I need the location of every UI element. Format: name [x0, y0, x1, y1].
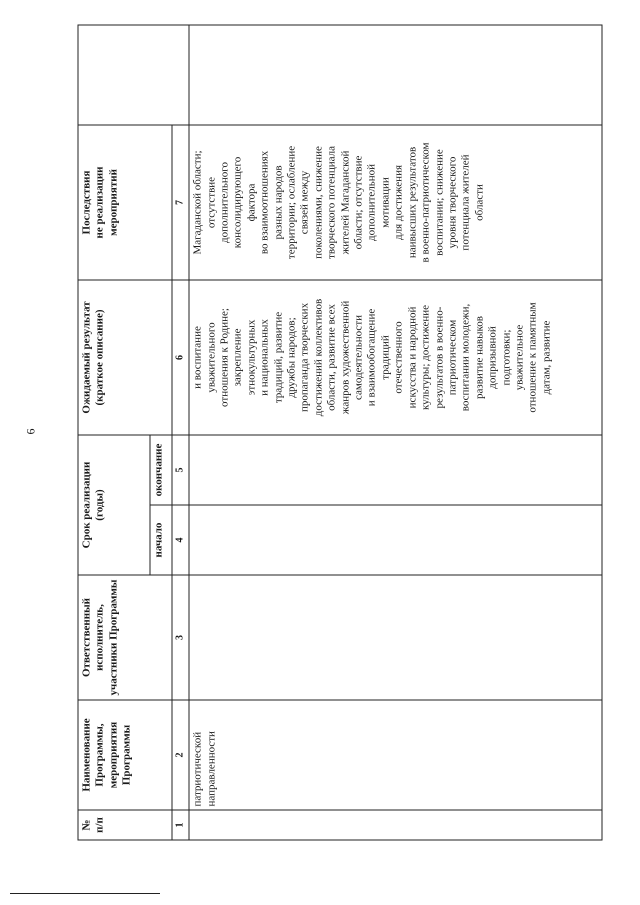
column-number: 1 [172, 810, 189, 840]
row-name: патриотической направленности [189, 700, 602, 810]
column-number: 4 [172, 505, 189, 575]
row-num [189, 810, 602, 840]
header-period-end: окончание [150, 435, 172, 505]
header-name: Наименование Программы, мероприятия Программы [78, 700, 172, 810]
row-responsible [189, 575, 602, 700]
header-period-start: начало [150, 505, 172, 575]
header-responsible: Ответственный исполнитель, участники Программы [78, 575, 172, 700]
header-result: Ожидаемый результат (краткое описание) [78, 280, 172, 435]
header-num: № п/п [78, 810, 172, 840]
column-number: 6 [172, 280, 189, 435]
row-end [189, 435, 602, 505]
header-consequences: Последствия не реализации мероприятий [78, 125, 172, 280]
column-number: 7 [172, 125, 189, 280]
rotated-table-wrapper [78, 26, 603, 841]
row-result: и воспитание уважительного отношения к Родине; закрепление этнокультурных и национальных традиций, развитие дружбы народов; пропаганда творческих достижений коллективов области, развитие всех жанров художественной самодеятельности и взаимообогащение традиций отечественного искусства и народной культуры; достижение результатов в военно- патриотическом воспитании молодежи, развитие навыков допризывной подготовки; уважительное отношение к памятным датам, развитие [189, 280, 602, 435]
row-trailing [189, 25, 602, 125]
page-number: 6 [23, 428, 38, 435]
column-number: 2 [172, 700, 189, 810]
column-number: 3 [172, 575, 189, 700]
column-number: 5 [172, 435, 189, 505]
header-period: Срок реализации (годы) [78, 435, 150, 575]
program-table [78, 24, 603, 840]
row-consequences: Магаданской области; отсутствие дополнительного консолидирующего фактора во взаимоотношениях разных народов территории; ослабление связей между поколениями, снижение творческого потенциала жителей Магаданской области; отсутствие дополнительной мотивации для достижения наивысших результатов в военно-патриотическом воспитании; снижение уровня творческого потенциала жителей области [189, 125, 602, 280]
trailing-cell [78, 25, 189, 125]
row-start [189, 505, 602, 575]
footer-rule [10, 893, 160, 894]
